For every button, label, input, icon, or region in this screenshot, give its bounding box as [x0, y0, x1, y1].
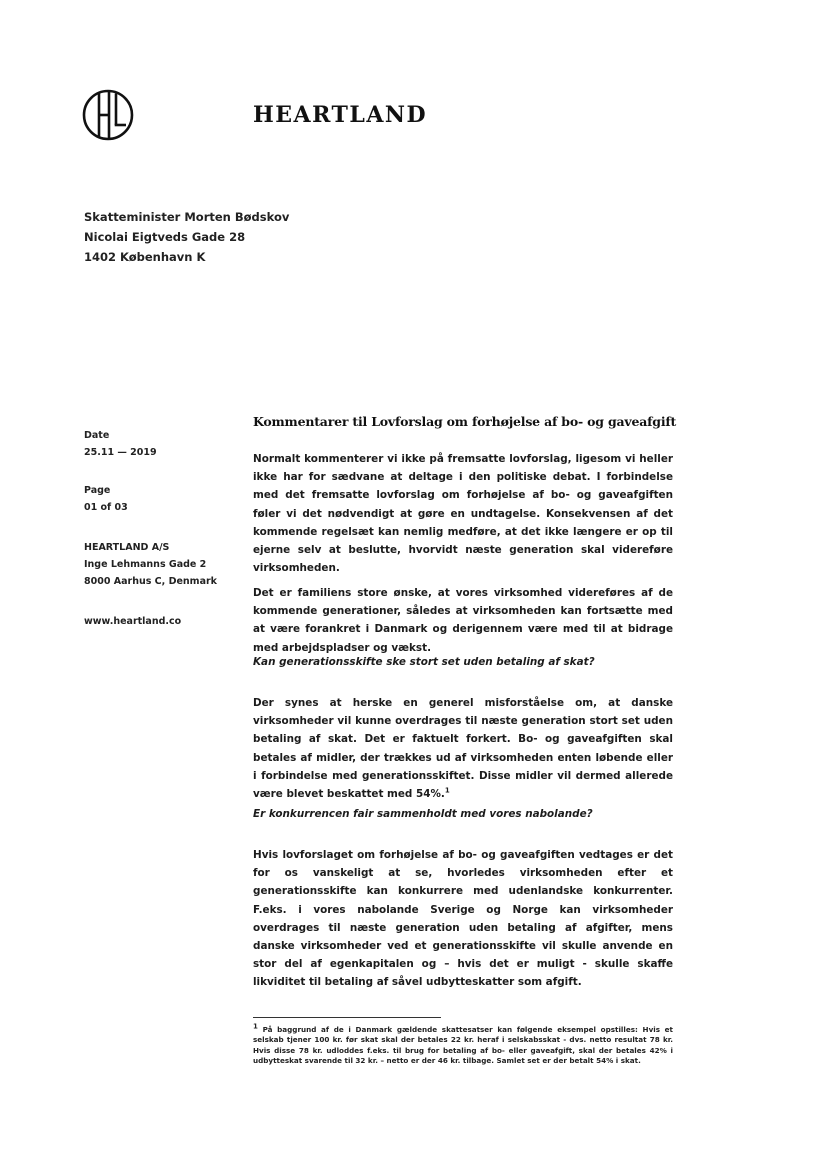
footnote-divider — [253, 1017, 441, 1018]
sender-company: HEARTLAND A/S — [84, 542, 170, 553]
hl-monogram-circle-icon — [82, 89, 134, 141]
recipient-street: Nicolai Eigtveds Gade 28 — [84, 230, 246, 244]
footnote-reference: 1 — [444, 786, 450, 795]
recipient-address — [84, 207, 289, 267]
paragraph-tax-misconception — [253, 694, 673, 803]
paragraph-competition: Hvis lovforslaget om forhøjelse af bo- og gaveafgiften vedtages er det for os vanskeligt at se, hvorledes virksomheden efter et generationsskifte kan konkurrere med udenlandske konkurrenter. F.eks. i vores nabolande Sverige og Norge kan virksomheder overdrages til næste generation uden betaling af afgifter, mens danske virksomheder ved et generationsskifte vil skulle anvende en stor del af egenkapitalen og – hvis det er muligt - skulle skaffe likviditet til betaling af såvel udbytteskatter som afgift. — [253, 849, 673, 989]
section-heading-competition: Er konkurrencen fair sammenholdt med vores nabolande? — [253, 808, 593, 820]
sender-street: Inge Lehmanns Gade 2 — [84, 559, 207, 570]
website-text[interactable]: www.heartland.co — [84, 616, 182, 627]
paragraph-tax-text: Der synes at herske en generel misforståelse om, at danske virksomheder vil kunne overdrages til næste generation stort set uden betaling af skat. Det er faktuelt forkert. Bo- og gaveafgiften skal betales af midler, der trækkes ud af virksomheden enten løbende eller i forbindelse med generationsskiftet. Disse midler vil dermed allerede være blevet beskattet med 54%. — [253, 697, 673, 801]
page-value: 01 of 03 — [84, 502, 128, 513]
paragraph-intro: Normalt kommenterer vi ikke på fremsatte lovforslag, ligesom vi heller ikke har for sædvane at deltage i den politiske debat. I forbindelse med det fremsatte lovforslag om forhøjelse af bo- og gaveafgiften føler vi det nødvendigt at gøre en undtagelse. Konsekvensen af det kommende regelsæt kan nemlig medføre, at det ikke længere er op til ejerne selv at beslutte, hvorvidt næste generation skal videreføre virksomheden. — [253, 453, 673, 575]
sender-address — [84, 539, 244, 590]
date-label: Date — [84, 430, 110, 441]
footnote-text: På baggrund af de i Danmark gældende skattesatser kan følgende eksempel opstilles: Hvis et selskab tjener 100 kr. før skat skal der betales 22 kr. heraf i selskabsskat - dvs. netto resultat 78 kr. Hvis disse 78 kr. udloddes f.eks. til brug for betaling af bo- eller gaveafgift, skal der betales 42% i udbytteskat svarende til 32 kr. – netto er der 46 kr. tilbage. Samlet set er der betalt 54% i skat. — [253, 1025, 673, 1065]
recipient-city: 1402 København K — [84, 250, 206, 264]
page-label: Page — [84, 485, 111, 496]
footnote-number: 1 — [253, 1022, 258, 1031]
page-block — [84, 482, 244, 516]
recipient-name: Skatteminister Morten Bødskov — [84, 210, 290, 224]
footnote — [253, 1022, 673, 1066]
section-heading-tax: Kan generationsskifte ske stort set uden betaling af skat? — [253, 656, 595, 668]
date-block — [84, 427, 244, 461]
website-link[interactable] — [84, 613, 244, 630]
sender-city: 8000 Aarhus C, Denmark — [84, 576, 217, 587]
paragraph-family-wish: Det er familiens store ønske, at vores virksomhed videreføres af de kommende generationer, således at virksomheden kan fortsætte med at være forankret i Danmark og derigennem være med til at bidrage med arbejdspladser og vækst. — [253, 587, 673, 654]
brand-wordmark: HEARTLAND — [253, 102, 428, 128]
letter-title: Kommentarer til Lovforslag om forhøjelse af bo- og gaveafgift — [253, 414, 677, 429]
date-value: 25.11 — 2019 — [84, 447, 157, 458]
